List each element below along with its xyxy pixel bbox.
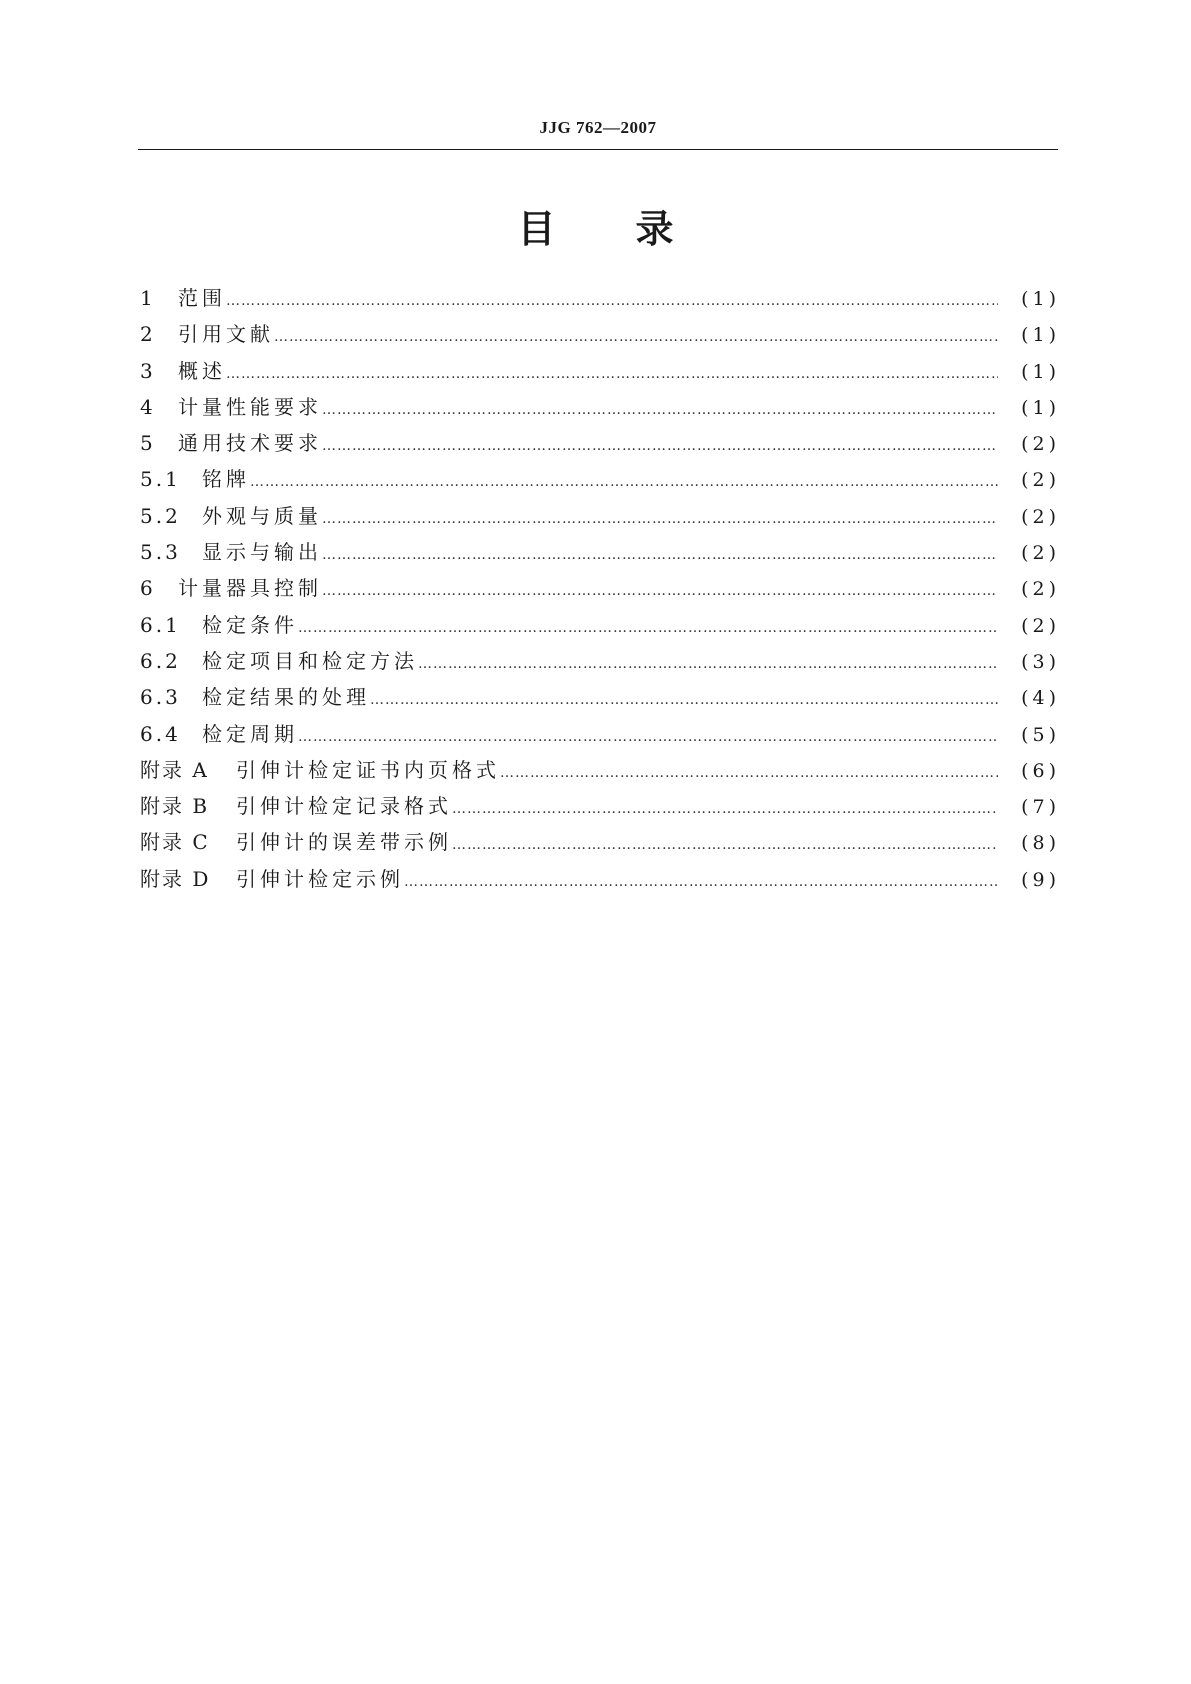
toc-entry-label: 铭牌	[202, 467, 250, 492]
toc-entry	[140, 280, 1060, 316]
toc-entry-number: 1	[140, 286, 156, 310]
toc-entry-label: 引伸计检定示例	[236, 866, 404, 891]
toc-entry-label: 检定结果的处理	[202, 685, 370, 710]
toc-entry-leader-dots	[500, 755, 998, 791]
toc-entry-number: 6.1	[140, 612, 181, 637]
toc-entry-number: 附录 A	[140, 757, 209, 782]
toc-entry-label: 范围	[178, 286, 226, 310]
toc-entry-label: 显示与输出	[202, 540, 322, 565]
toc-entry-number: 4	[140, 394, 156, 419]
toc-entry-label: 引伸计的误差带示例	[236, 830, 452, 855]
toc-entry-leader-dots	[452, 791, 998, 827]
toc-entry	[140, 607, 1060, 643]
toc-entry-page: (4)	[1021, 687, 1060, 710]
toc-entry-page: (1)	[1021, 324, 1060, 347]
toc-entry	[140, 716, 1060, 752]
toc-entry-label: 计量器具控制	[178, 576, 322, 601]
toc-entry-page: (9)	[1021, 868, 1060, 891]
toc-entry-label: 检定项目和检定方法	[202, 648, 418, 673]
toc-entry-leader-dots	[250, 464, 998, 500]
toc-entry-page: (2)	[1021, 578, 1060, 601]
toc-entry-leader-dots	[404, 864, 998, 900]
toc-entry	[140, 498, 1060, 534]
toc-entry-page: (1)	[1021, 396, 1060, 419]
toc-entry-leader-dots	[322, 392, 998, 428]
toc-entry-leader-dots	[226, 356, 998, 392]
toc-entry-page: (2)	[1021, 433, 1060, 456]
toc-entry-leader-dots	[298, 610, 998, 646]
toc-entry	[140, 461, 1060, 497]
toc-entry-label: 外观与质量	[202, 503, 322, 528]
toc-entry	[140, 425, 1060, 461]
toc-entry-number: 5.2	[140, 503, 181, 528]
toc-entry-page: (8)	[1021, 832, 1060, 855]
toc-entry	[140, 316, 1060, 352]
toc-entry-number: 5.1	[140, 467, 181, 492]
standard-code-header: JJG 762—2007	[539, 118, 657, 137]
toc-entry-page: (6)	[1021, 759, 1060, 782]
toc-entry-label: 引用文献	[178, 322, 274, 347]
toc-entry	[140, 570, 1060, 606]
toc-entry-leader-dots	[274, 319, 998, 355]
toc-entry-page: (2)	[1021, 469, 1060, 492]
toc-entry-number: 6	[140, 576, 156, 601]
toc-entry	[140, 353, 1060, 389]
toc-entry-leader-dots	[418, 646, 998, 682]
toc-entry-leader-dots	[322, 573, 998, 609]
toc-entry-page: (3)	[1021, 650, 1060, 673]
toc-entry-leader-dots	[322, 537, 998, 573]
toc-entry-page: (1)	[1021, 288, 1060, 310]
toc-entry-label: 引伸计检定证书内页格式	[236, 757, 500, 782]
toc-title	[0, 198, 1191, 253]
toc-entry-page: (2)	[1021, 542, 1060, 565]
toc-title-char-2: 录	[635, 207, 674, 251]
toc-entry-page: (1)	[1021, 360, 1060, 383]
toc-entry-label: 计量性能要求	[178, 394, 322, 419]
header-divider	[138, 149, 1058, 150]
table-of-contents	[140, 280, 1060, 897]
toc-entry-label: 检定条件	[202, 612, 298, 637]
toc-entry-number: 3	[140, 358, 156, 383]
toc-entry-leader-dots	[298, 719, 998, 755]
toc-entry-leader-dots	[322, 428, 998, 464]
toc-entry	[140, 534, 1060, 570]
toc-entry	[140, 752, 1060, 788]
toc-entry-page: (7)	[1021, 796, 1060, 819]
toc-entry	[140, 389, 1060, 425]
toc-entry-page: (5)	[1021, 723, 1060, 746]
toc-entry	[140, 861, 1060, 897]
toc-entry-leader-dots	[322, 501, 998, 537]
toc-entry	[140, 788, 1060, 824]
toc-entry	[140, 679, 1060, 715]
toc-entry-number: 6.3	[140, 685, 181, 710]
toc-entry-leader-dots	[452, 827, 998, 863]
toc-entry-number: 6.4	[140, 721, 181, 746]
toc-entry-number: 附录 D	[140, 866, 211, 891]
toc-entry	[140, 824, 1060, 860]
toc-title-char-1: 目	[517, 207, 556, 251]
toc-entry-number: 附录 B	[140, 794, 210, 819]
toc-entry-page: (2)	[1021, 614, 1060, 637]
toc-entry-label: 检定周期	[202, 721, 298, 746]
toc-entry-number: 附录 C	[140, 830, 210, 855]
toc-entry-leader-dots	[370, 682, 998, 718]
toc-entry-number: 5.3	[140, 540, 181, 565]
toc-entry-number: 2	[140, 322, 156, 347]
toc-entry-label: 概述	[178, 358, 226, 383]
toc-entry-number: 5	[140, 431, 156, 456]
toc-entry-number: 6.2	[140, 648, 181, 673]
toc-entry-label: 引伸计检定记录格式	[236, 794, 452, 819]
toc-entry-label: 通用技术要求	[178, 431, 322, 456]
toc-entry-page: (2)	[1021, 505, 1060, 528]
toc-entry	[140, 643, 1060, 679]
toc-entry-leader-dots	[226, 283, 998, 319]
